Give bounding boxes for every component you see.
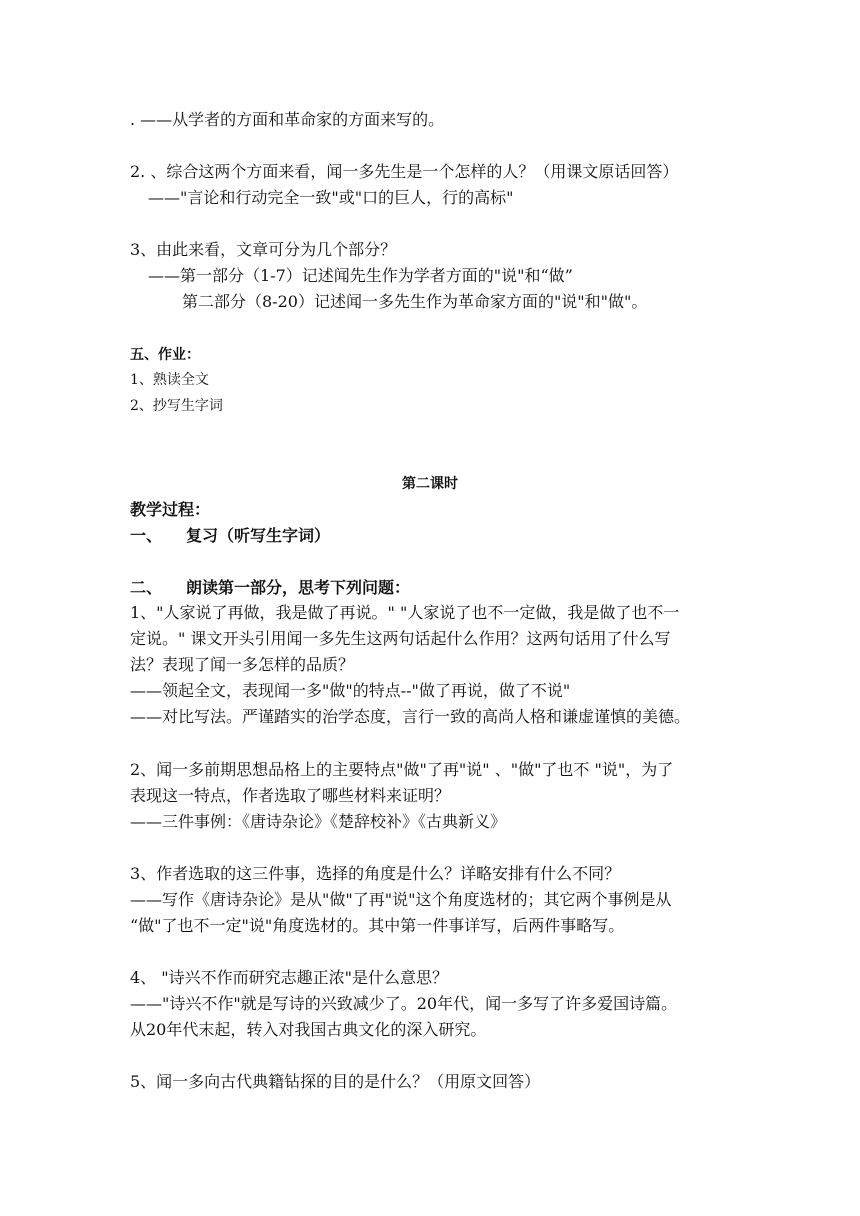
question-3: 3、由此来看，文章可分为几个部分？ bbox=[130, 240, 397, 259]
answer-line: 从20年代末起，转入对我国古典文化的深入研究。 bbox=[130, 1020, 487, 1039]
answer-line: ——对比写法。严谨踏实的治学态度，言行一致的高尚人格和谦虚谨慎的美德。 bbox=[130, 707, 691, 726]
question-1: 1、"人家说了再做，我是做了再说。" "人家说了也不一定做，我是做了也不一 bbox=[130, 603, 680, 622]
section-heading-process: 教学过程： bbox=[130, 500, 211, 519]
answer-line: ——写作《唐诗杂论》是从"做"了再"说"这个角度选材的；其它两个事例是从 bbox=[130, 890, 672, 909]
answer-line: ——"言论和行动完全一致"或"口的巨人，行的高标" bbox=[148, 188, 514, 207]
answer-line: “做"了也不一定"说"角度选材的。其中第一件事详写，后两件事略写。 bbox=[130, 916, 625, 935]
step-1-heading: 一、 复习（听写生字词） bbox=[130, 526, 331, 545]
question-2: 2、闻一多前期思想品格上的主要特点"做"了再"说" 、"做"了也不 "说"，为了 bbox=[130, 760, 674, 779]
text-line: . ——从学者的方面和革命家的方面来写的。 bbox=[130, 110, 445, 129]
question-4: 4、 "诗兴不作而研究志趣正浓"是什么意思？ bbox=[130, 968, 448, 987]
answer-line: ——领起全文，表现闻一多"做"的特点--"做了再说，做了不说" bbox=[130, 681, 571, 700]
homework-item: 2、抄写生字词 bbox=[130, 398, 223, 414]
text-line: 法？表现了闻一多怎样的品质？ bbox=[130, 655, 355, 674]
answer-line: 第二部分（8-20）记述闻一多先生作为革命家方面的"说"和"做"。 bbox=[182, 292, 648, 311]
lesson-title: 第二课时 bbox=[402, 476, 458, 492]
answer-line: ——"诗兴不作"就是写诗的兴致减少了。20年代，闻一多写了许多爱国诗篇。 bbox=[130, 994, 678, 1013]
question-2: 2. 、综合这两个方面来看，闻一多先生是一个怎样的人？（用课文原话回答） bbox=[130, 162, 679, 181]
section-heading-homework: 五、作业： bbox=[130, 347, 200, 363]
answer-line: ——第一部分（1-7）记述闻先生作为学者方面的"说"和“做” bbox=[148, 266, 573, 285]
text-line: 定说。" 课文开头引用闻一多先生这两句话起什么作用？这两句话用了什么写 bbox=[130, 629, 671, 648]
homework-item: 1、熟读全文 bbox=[130, 372, 209, 388]
answer-line: ——三件事例：《唐诗杂论》《楚辞校补》《古典新义》 bbox=[130, 812, 507, 831]
question-3: 3、作者选取的这三件事，选择的角度是什么？详略安排有什么不同？ bbox=[130, 864, 621, 883]
step-2-heading: 二、 朗读第一部分，思考下列问题： bbox=[130, 578, 411, 597]
question-5: 5、闻一多向古代典籍钻探的目的是什么？（用原文回答） bbox=[130, 1072, 541, 1091]
text-line: 表现这一特点，作者选取了哪些材料来证明？ bbox=[130, 786, 451, 805]
